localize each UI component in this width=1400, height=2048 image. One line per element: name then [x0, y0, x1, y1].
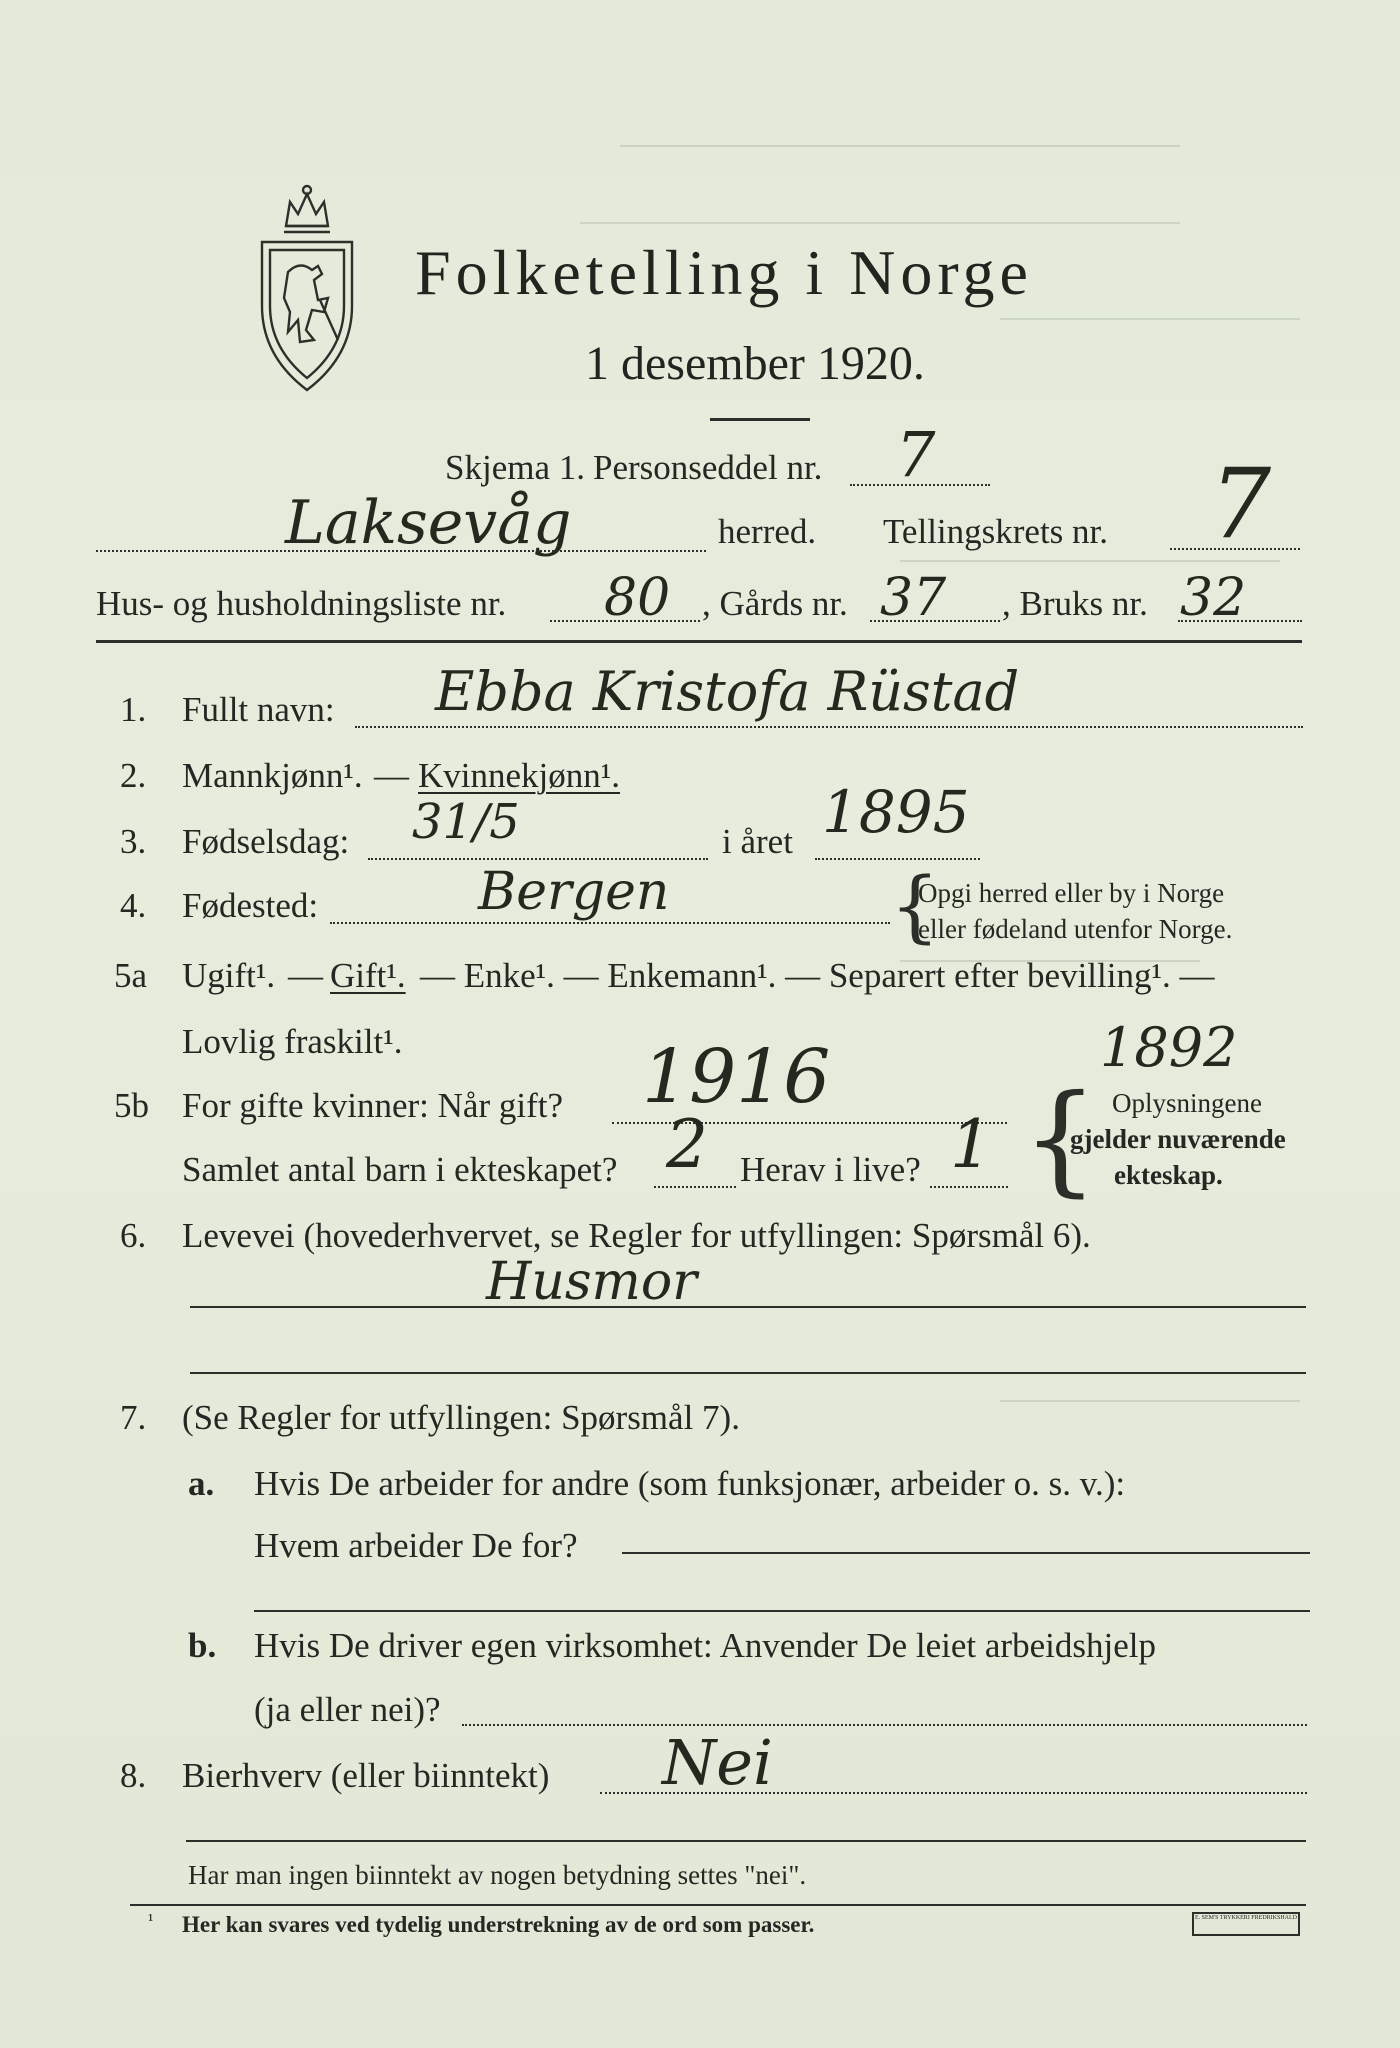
occupation-value[interactable]: Husmor — [486, 1252, 697, 1312]
q7-number: 7. — [120, 1398, 147, 1437]
footer-note: Har man ingen biinntekt av nogen betydning settes "nei". — [188, 1860, 807, 1890]
side-income-value[interactable]: Nei — [662, 1726, 773, 1799]
tellingskrets-number[interactable]: 7 — [1210, 448, 1272, 560]
q2-female-option: Kvinnekjønn¹. — [418, 756, 621, 795]
birthplace-value[interactable]: Bergen — [478, 862, 670, 922]
tellingskrets-label: Tellingskrets nr. — [883, 512, 1109, 551]
personseddel-label: Personseddel nr. — [593, 448, 823, 487]
q5a-number: 5a — [114, 956, 148, 995]
marriage-year-value[interactable]: 1916 — [642, 1034, 831, 1120]
q5b-alive-label: Herav i live? — [740, 1150, 921, 1189]
q5b-label: For gifte kvinner: Når gift? — [182, 1086, 564, 1125]
q6-label: Levevei (hovederhvervet, se Regler for utfyllingen: Spørsmål 6). — [182, 1216, 1091, 1255]
schema-label: Skjema 1. — [445, 448, 585, 487]
herred-label: herred. — [718, 512, 817, 551]
bruks-number[interactable]: 32 — [1180, 568, 1247, 628]
footnote-mark: ¹ — [148, 1910, 154, 1930]
husliste-label: Hus- og husholdningsliste nr. — [96, 584, 507, 623]
q4-number: 4. — [120, 886, 147, 925]
q7a-letter: a. — [188, 1464, 215, 1503]
norwegian-coat-of-arms-icon — [248, 180, 366, 400]
q8-label: Bierhverv (eller biinntekt) — [182, 1756, 550, 1795]
q7b-line2: (ja eller nei)? — [254, 1690, 441, 1729]
q2-male-option: Mannkjønn¹. — [182, 756, 363, 795]
gards-number[interactable]: 37 — [880, 568, 947, 628]
q4-label: Fødested: — [182, 886, 319, 925]
q5a-rest: — Enke¹. — Enkemann¹. — Separert efter bevilling¹. — — [420, 956, 1215, 995]
q3-label: Fødselsdag: — [182, 822, 350, 861]
personseddel-number[interactable]: 7 — [896, 418, 936, 491]
q5b-children-label: Samlet antal barn i ekteskapet? — [182, 1150, 618, 1189]
q2-number: 2. — [120, 756, 147, 795]
q5a-ugift: Ugift¹. — [182, 956, 276, 995]
q5b-note-line1: Oplysningene — [1112, 1088, 1262, 1118]
q5a-annotation: 1892 — [1100, 1016, 1238, 1079]
gards-label: , Gårds nr. — [702, 584, 848, 623]
q5b-note-line2: gjelder nuværende — [1070, 1124, 1286, 1154]
q7a-line1: Hvis De arbeider for andre (som funksjonær, arbeider o. s. v.): — [254, 1464, 1126, 1503]
husliste-number[interactable]: 80 — [604, 568, 671, 628]
q4-note-brace: { — [890, 862, 940, 952]
birth-year-value[interactable]: 1895 — [822, 778, 970, 846]
form-title: Folketelling i Norge — [415, 237, 1033, 308]
q7-label: (Se Regler for utfyllingen: Spørsmål 7). — [182, 1398, 740, 1437]
herred-value[interactable]: Laksevåg — [285, 488, 572, 558]
q7b-letter: b. — [188, 1626, 217, 1665]
q5b-note-line3: ekteskap. — [1114, 1160, 1223, 1190]
q1-label: Fullt navn: — [182, 690, 335, 729]
census-date: 1 desember 1920. — [585, 337, 925, 390]
printer-stamp-text: E. SEM'S TRYKKERI FREDRIKSHALD — [1195, 1915, 1297, 1921]
q3-number: 3. — [120, 822, 147, 861]
children-alive-value[interactable]: 1 — [950, 1106, 992, 1183]
q5a-line2: Lovlig fraskilt¹. — [182, 1022, 403, 1061]
full-name-value[interactable]: Ebba Kristofa Rüstad — [435, 660, 1020, 723]
footnote-text: Her kan svares ved tydelig understrekning av de ord som passer. — [182, 1912, 815, 1937]
printer-stamp — [1192, 1912, 1300, 1936]
birthday-value[interactable]: 31/5 — [412, 794, 520, 850]
q3-year-label: i året — [722, 822, 793, 861]
q7b-line1: Hvis De driver egen virksomhet: Anvender De leiet arbeidshjelp — [254, 1626, 1156, 1665]
children-count-value[interactable]: 2 — [666, 1106, 708, 1183]
q4-note-line1: Opgi herred eller by i Norge — [918, 878, 1225, 908]
bruks-label: , Bruks nr. — [1002, 584, 1148, 623]
q8-number: 8. — [120, 1756, 147, 1795]
q7a-line2: Hvem arbeider De for? — [254, 1526, 578, 1565]
q4-note-line2: eller fødeland utenfor Norge. — [918, 914, 1233, 944]
q6-number: 6. — [120, 1216, 147, 1255]
q5a-sep1: — — [288, 956, 323, 995]
q5b-number: 5b — [114, 1086, 149, 1125]
q5a-gift: Gift¹. — [330, 956, 406, 995]
q5b-note-brace: { — [1022, 1070, 1099, 1209]
q1-number: 1. — [120, 690, 147, 729]
q2-dash: — — [374, 756, 409, 795]
